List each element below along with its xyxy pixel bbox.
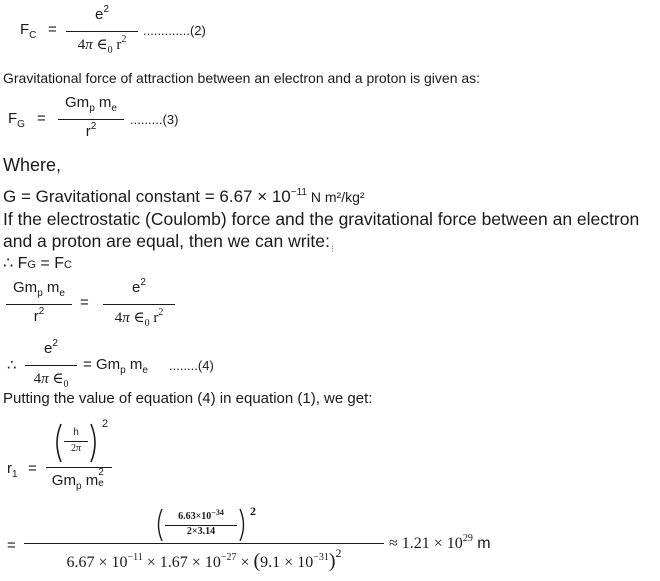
eq-equal-left-denominator bbox=[6, 308, 72, 325]
eq3-lhs-main: F bbox=[8, 110, 18, 127]
cursor-mark: ⁝ bbox=[331, 244, 334, 254]
eq-final-main-bar bbox=[24, 543, 384, 544]
eq-final-den-a-exp: −11 bbox=[127, 552, 143, 563]
eq-r1-inner-bar bbox=[64, 441, 88, 442]
eq-equal-right-fraction bbox=[103, 276, 175, 334]
eq4-den-eps: ∈ bbox=[52, 371, 64, 387]
eq-final-den-c: × bbox=[236, 554, 254, 571]
eq-r1-lhs bbox=[7, 460, 18, 480]
eq-final-result bbox=[389, 535, 491, 553]
gravitational-intro: Gravitational force of attraction between an electron and a proton is given as: bbox=[3, 70, 481, 86]
eq-r1-denominator bbox=[46, 467, 112, 492]
eq-final-den-b: × 1.67 × 10 bbox=[142, 554, 221, 571]
eq3-num-p: p bbox=[89, 103, 95, 114]
eq-final-inner-fraction bbox=[165, 510, 237, 540]
eq-equal-left-fraction bbox=[6, 276, 72, 332]
eq-equal-right-denominator bbox=[103, 308, 175, 327]
eq4-rhs-m: m bbox=[129, 356, 143, 373]
eq-r1-numerator bbox=[51, 418, 111, 468]
eq-final-denominator bbox=[24, 546, 384, 573]
eq-equal-r-pi: π bbox=[122, 310, 130, 326]
eq-final-den-a: 6.67 × 10 bbox=[66, 554, 128, 571]
g-constant-line bbox=[3, 187, 365, 207]
eq-final-equals: = bbox=[7, 537, 16, 554]
eq-equal-r-e-exp: 2 bbox=[140, 277, 146, 288]
eq3-fraction-bar bbox=[58, 119, 124, 120]
eq-r1-right-paren bbox=[89, 422, 101, 464]
eq2-den-pi: π bbox=[85, 37, 93, 53]
eq3-equals: = bbox=[37, 110, 46, 127]
eq-equal-equals: = bbox=[80, 294, 89, 311]
eq-equal-right-bar bbox=[103, 304, 175, 305]
eq-equal-r-e: e bbox=[132, 279, 141, 296]
eq3-denominator bbox=[58, 123, 124, 140]
eq2-tag: .............(2) bbox=[143, 23, 206, 38]
eq4-den-pi: π bbox=[41, 371, 49, 387]
paragraph-line-2: and a proton are equal, then we can write: bbox=[3, 231, 330, 251]
eq-final-den-lparen: ( bbox=[253, 550, 261, 572]
eq4-num-exp: 2 bbox=[52, 338, 58, 349]
eq-final-fraction bbox=[24, 504, 384, 580]
eq-r1-fraction bbox=[46, 418, 112, 498]
eq-final-approx: ≈ 1.21 × 10 bbox=[389, 535, 463, 552]
eq2-num-base: e bbox=[95, 6, 104, 23]
eq4-den-pre: 4 bbox=[33, 371, 42, 387]
eq-equal-l-G: Gm bbox=[13, 279, 38, 296]
eq-r1-equals: = bbox=[28, 460, 37, 477]
eq4-rhs-G: Gm bbox=[95, 356, 121, 373]
eq-r1-inner-h: h bbox=[73, 427, 79, 438]
eq-final-unit: m bbox=[472, 535, 491, 552]
eq2-lhs-main: F bbox=[20, 21, 30, 38]
eq-equal-l-p: p bbox=[37, 288, 43, 299]
eq3-den-exp: 2 bbox=[90, 121, 97, 132]
therefore-fc: = F bbox=[35, 255, 64, 272]
putting-line: Putting the value of equation (4) in equation (1), we get: bbox=[3, 390, 373, 407]
eq-r1-inner-fraction bbox=[64, 427, 88, 459]
eq-final-num-outer-exp: 2 bbox=[250, 504, 256, 518]
eq-equal-r-r: r bbox=[153, 310, 159, 326]
eq3-num-m: m bbox=[98, 94, 112, 111]
eq-r1-lhs-r: r bbox=[7, 460, 12, 477]
eq3-lhs-sub: G bbox=[17, 119, 25, 130]
eq2-equals: = bbox=[48, 21, 57, 38]
eq2-den-eps-sub: 0 bbox=[107, 45, 113, 56]
eq4-rhs-p: p bbox=[120, 365, 126, 376]
eq2-numerator bbox=[66, 6, 138, 23]
therefore-equality bbox=[3, 253, 72, 273]
g-constant-unit: N m²/kg² bbox=[307, 189, 365, 205]
eq-final-numerator bbox=[154, 504, 284, 542]
eq-final-den-d: 9.1 × 10 bbox=[260, 554, 314, 571]
eq2-den-r: r bbox=[116, 37, 122, 53]
eq-r1-left-paren bbox=[51, 422, 63, 464]
eq4-den-eps-sub: 0 bbox=[63, 379, 69, 390]
eq3-num-e: e bbox=[111, 103, 117, 114]
g-constant-exp: −11 bbox=[290, 187, 307, 198]
eq4-fraction-bar bbox=[25, 365, 77, 366]
eq3-tag: .........(3) bbox=[130, 112, 179, 127]
eq2-den-r-exp: 2 bbox=[121, 34, 127, 45]
eq2-fraction bbox=[66, 2, 138, 60]
eq4-fraction bbox=[25, 337, 77, 393]
eq4-rhs-e: e bbox=[142, 365, 148, 376]
eq3-num-G: Gm bbox=[65, 94, 90, 111]
eq3-lhs bbox=[8, 110, 25, 130]
eq-final-inner-num-text: 6.63×10 bbox=[178, 511, 212, 522]
eq3-numerator bbox=[58, 94, 124, 114]
eq-r1-den-sup-2: 2 bbox=[98, 467, 104, 478]
eq-final-den-b-exp: −27 bbox=[220, 552, 237, 563]
eq-equal-l-e: e bbox=[59, 288, 65, 299]
eq-equal-r-r-exp: 2 bbox=[158, 307, 164, 318]
paragraph-line-1: If the electrostatic (Coulomb) force and the gravitational force between an electron bbox=[3, 209, 640, 229]
eq-final-num-left-paren bbox=[154, 507, 164, 543]
eq-equal-l-r: r bbox=[33, 308, 39, 325]
therefore-sub-c: C bbox=[63, 259, 72, 271]
g-constant-text: G = Gravitational constant = 6.67 × 10 bbox=[3, 187, 291, 206]
eq3-den-r: r bbox=[85, 123, 91, 140]
eq-r1-den-sub-e: e bbox=[98, 478, 104, 489]
eq-equal-r-pre: 4 bbox=[114, 310, 123, 326]
eq-equal-l-r-exp: 2 bbox=[38, 306, 45, 317]
eq-equal-r-eps-sub: 0 bbox=[144, 318, 150, 329]
eq-equal-left-bar bbox=[6, 304, 72, 305]
eq2-fraction-bar bbox=[66, 31, 138, 32]
eq4-tag: ........(4) bbox=[169, 358, 214, 373]
eq-equal-l-m: m bbox=[46, 279, 60, 296]
eq2-lhs bbox=[20, 21, 37, 41]
eq-final-num-right-paren bbox=[238, 507, 248, 543]
eq-final-inner-num bbox=[165, 508, 237, 522]
eq-equal-r-eps: ∈ bbox=[133, 310, 145, 326]
eq-final-den-rparen: ) bbox=[328, 550, 336, 572]
eq-r1-lhs-sub: 1 bbox=[12, 469, 18, 480]
eq2-den-eps: ∈ bbox=[96, 37, 108, 53]
eq-r1-outer-exp: 2 bbox=[102, 418, 109, 430]
eq-final-approx-exp: 29 bbox=[462, 533, 473, 544]
eq-r1-den-G: Gm bbox=[51, 472, 76, 489]
eq-r1-inner-den-2: 2 bbox=[70, 443, 76, 454]
eq4-num-e: e bbox=[44, 340, 53, 357]
eq4-denominator bbox=[25, 369, 77, 388]
eq-final-den-d-exp: −31 bbox=[313, 552, 329, 563]
eq2-lhs-sub: C bbox=[29, 30, 37, 41]
eq2-denominator bbox=[66, 35, 138, 54]
eq4-rhs bbox=[83, 356, 148, 376]
eq-final-inner-num-exp: −34 bbox=[211, 508, 224, 517]
eq-equal-left-numerator bbox=[6, 279, 72, 299]
eq-r1-den-p: p bbox=[75, 481, 82, 492]
eq-equal-right-numerator bbox=[103, 279, 175, 296]
eq3-fraction bbox=[58, 91, 124, 147]
eq4-numerator bbox=[25, 340, 77, 357]
eq-final-den-outer-exp: 2 bbox=[335, 546, 342, 560]
eq-r1-inner-den-pi: π bbox=[75, 443, 81, 454]
therefore-fg: ∴ F bbox=[3, 255, 28, 272]
eq-r1-den-m: m bbox=[85, 472, 99, 489]
eq2-num-exp: 2 bbox=[103, 4, 109, 15]
eq-r1-inner-den bbox=[64, 443, 88, 454]
eq2-den-pre: 4 bbox=[77, 37, 86, 53]
eq4-therefore: ∴ bbox=[7, 357, 17, 374]
therefore-sub-g: G bbox=[27, 259, 36, 271]
eq-final-inner-den: 2×3.14 bbox=[186, 526, 216, 537]
eq4-equals: = bbox=[83, 356, 92, 373]
where-label: Where, bbox=[3, 155, 62, 175]
